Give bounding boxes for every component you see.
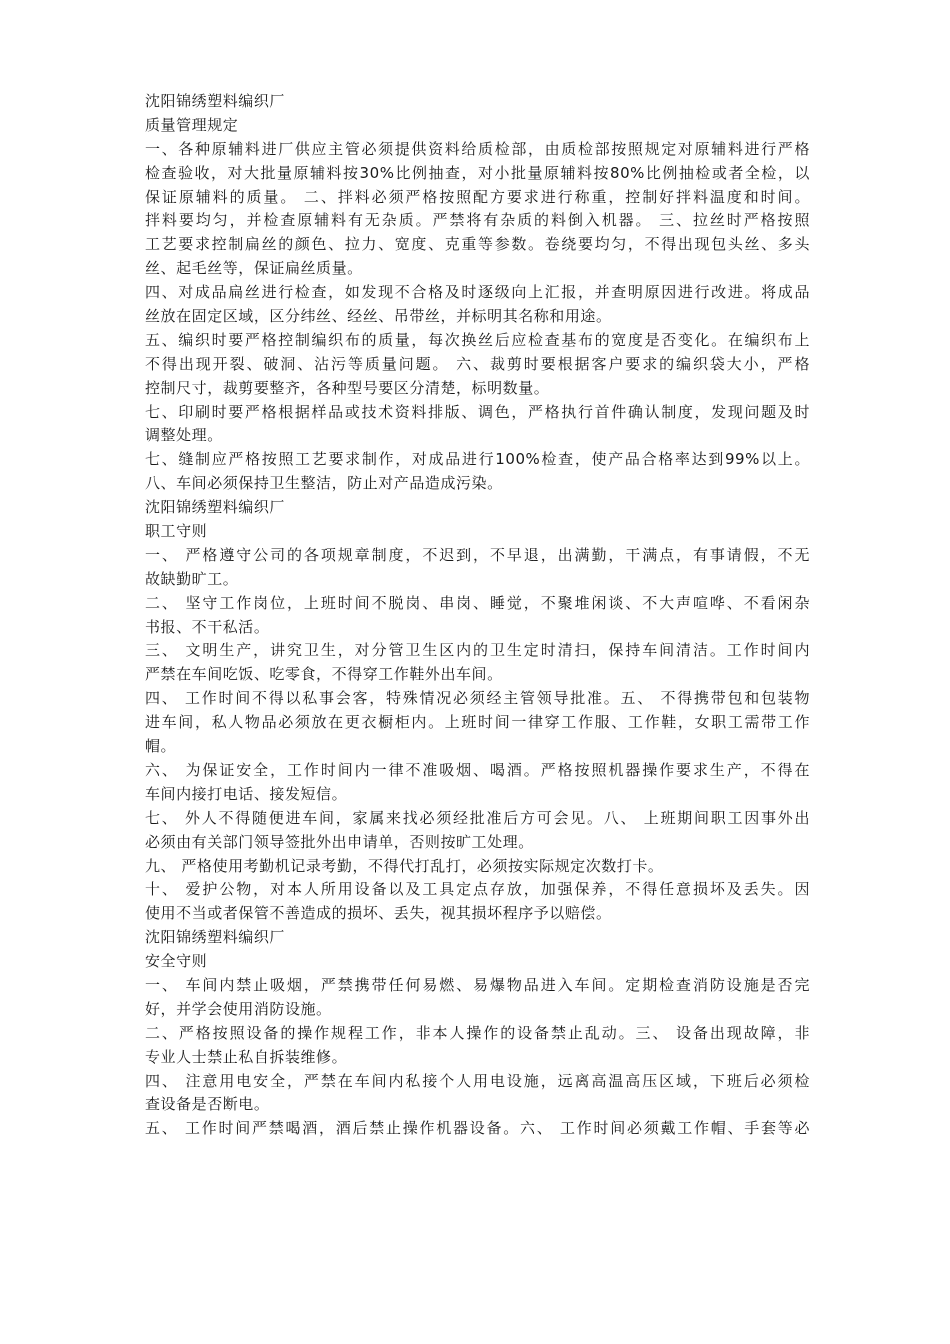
text-line: 八、车间必须保持卫生整洁，防止对产品造成污染。 <box>145 474 503 493</box>
text-line: 丝放在固定区域，区分纬丝、经丝、吊带丝，并标明其名称和用途。 <box>145 307 612 326</box>
text-line: 四、对成品扁丝进行检查，如发现不合格及时逐级向上汇报，并查明原因进行改进。将成品 <box>145 283 810 302</box>
text-line: 五、 工作时间严禁喝酒，酒后禁止操作机器设备。六、 工作时间必须戴工作帽、手套等必 <box>145 1119 810 1138</box>
text-line: 工艺要求控制扁丝的颜色、拉力、宽度、克重等参数。卷绕要均匀，不得出现包头丝、多头 <box>145 235 810 254</box>
text-line: 六、 为保证安全，工作时间内一律不准吸烟、喝酒。严格按照机器操作要求生产，不得在 <box>145 760 810 779</box>
text-line: 专业人士禁止私自拆装维修。 <box>145 1047 348 1066</box>
text-line: 二、严格按照设备的操作规程工作，非本人操作的设备禁止乱动。三、 设备出现故障，非 <box>145 1023 810 1042</box>
text-line: 七、印刷时要严格根据样品或技术资料排版、调色，严格执行首件确认制度，发现问题及时 <box>145 402 810 421</box>
company-name: 沈阳锦绣塑料编织厂 <box>145 92 285 110</box>
text-line: 检查验收，对大批量原辅料按30%比例抽查，对小批量原辅料按80%比例抽检或者全检，以 <box>145 163 810 182</box>
text-line: 三、 文明生产，讲究卫生，对分管卫生区内的卫生定时清扫，保持车间清洁。工作时间内 <box>145 641 810 660</box>
text-line: 保证原辅料的质量。 二、拌料必须严格按照配方要求进行称重，控制好拌料温度和时间。 <box>145 187 810 206</box>
text-line: 调整处理。 <box>145 426 223 445</box>
text-line: 必须由有关部门领导签批外出申请单，否则按旷工处理。 <box>145 832 534 851</box>
text-line: 一、各种原辅料进厂供应主管必须提供资料给质检部，由质检部按照规定对原辅料进行严格 <box>145 139 810 158</box>
text-line: 好，并学会使用消防设施。 <box>145 999 332 1018</box>
text-line: 四、 工作时间不得以私事会客，特殊情况必须经主管领导批准。五、 不得携带包和包装物 <box>145 689 810 708</box>
text-line: 控制尺寸，裁剪要整齐，各种型号要区分清楚，标明数量。 <box>145 378 550 397</box>
text-line: 四、 注意用电安全，严禁在车间内私接个人用电设施，远离高温高压区域，下班后必须检 <box>145 1071 810 1090</box>
text-line: 不得出现开裂、破洞、沾污等质量问题。 六、裁剪时要根据客户要求的编织袋大小，严格 <box>145 354 810 373</box>
section-title: 职工守则 <box>145 522 208 541</box>
text-line: 使用不当或者保管不善造成的损坏、丢失，视其损坏程序予以赔偿。 <box>145 904 612 923</box>
document-page <box>145 90 810 1141</box>
text-line: 查设备是否断电。 <box>145 1095 270 1114</box>
text-line: 一、 严格遵守公司的各项规章制度，不迟到，不早退，出满勤，干满点，有事请假，不无 <box>145 545 810 564</box>
company-name: 沈阳锦绣塑料编织厂 <box>145 928 285 947</box>
text-line: 十、 爱护公物，对本人所用设备以及工具定点存放，加强保养，不得任意损坏及丢失。因 <box>145 880 810 899</box>
section-title: 质量管理规定 <box>145 115 239 134</box>
text-line: 故缺勤旷工。 <box>145 569 239 588</box>
text-line: 七、 外人不得随便进车间，家属来找必须经批准后方可会见。八、 上班期间职工因事外出 <box>145 808 810 827</box>
text-line: 九、 严格使用考勤机记录考勤，不得代打乱打，必须按实际规定次数打卡。 <box>145 856 664 875</box>
section-title: 安全守则 <box>145 952 208 971</box>
text-line: 进车间，私人物品必须放在更衣橱柜内。上班时间一律穿工作服、工作鞋，女职工需带工作 <box>145 713 810 732</box>
company-name: 沈阳锦绣塑料编织厂 <box>145 498 285 517</box>
text-line: 丝、起毛丝等，保证扁丝质量。 <box>145 259 363 278</box>
text-line: 七、缝制应严格按照工艺要求制作，对成品进行100%检查，使产品合格率达到99%以上。 <box>145 450 810 469</box>
text-line: 一、 车间内禁止吸烟，严禁携带任何易燃、易爆物品进入车间。定期检查消防设施是否完 <box>145 975 810 994</box>
text-line: 帽。 <box>145 737 177 756</box>
text-line: 严禁在车间吃饭、吃零食，不得穿工作鞋外出车间。 <box>145 665 503 684</box>
text-line: 五、编织时要严格控制编织布的质量，每次换丝后应检查基布的宽度是否变化。在编织布上 <box>145 330 810 349</box>
text-line: 书报、不干私活。 <box>145 617 270 636</box>
text-line: 车间内接打电话、接发短信。 <box>145 784 348 803</box>
text-line: 拌料要均匀，并检查原辅料有无杂质。严禁将有杂质的料倒入机器。 三、拉丝时严格按照 <box>145 211 810 230</box>
text-line: 二、 坚守工作岗位，上班时间不脱岗、串岗、睡觉，不聚堆闲谈、不大声喧哗、不看闲杂 <box>145 593 810 612</box>
